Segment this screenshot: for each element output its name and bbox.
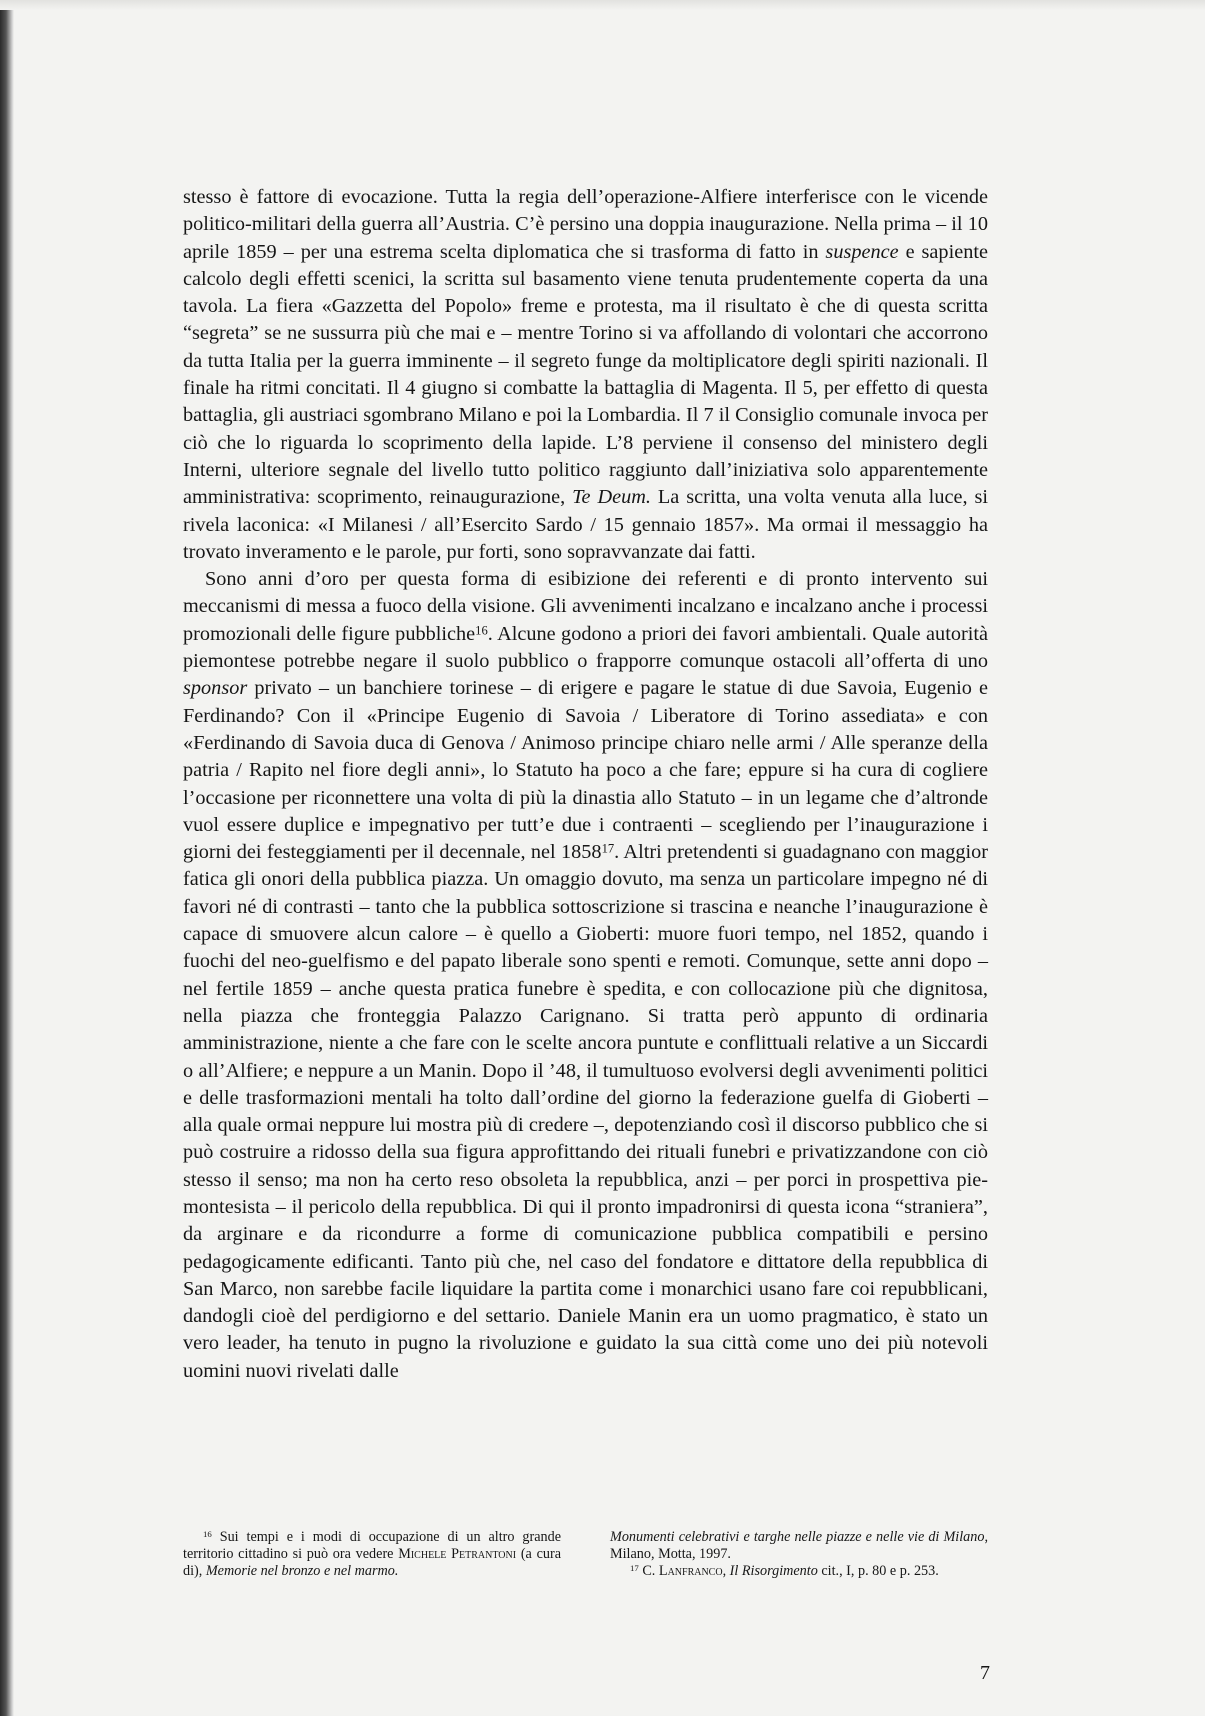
paragraph-2: Sono anni d’oro per questa forma di esibizione dei referenti e di pronto intervento sui meccanismi di messa a fuoco della visione. Gli avvenimenti incalzano e incalzano anche i processi promozionali delle figure pubbliche$^{16}$. Alcune godono a priori dei favori ambientali. Quale autorità piemontese potrebbe negare il suolo pubblico o frapporre comunque ostacoli all’offerta di uno sponsor privato – un banchiere torinese – di erigere e pagare le statue di due Savoia, Eugenio e Ferdinando? Con il «Principe Eugenio di Savoia / Liberatore di Torino assediata» e con «Ferdinando di Savoia duca di Genova / Animoso principe chiaro nelle armi / Alle speranze della patria / Rapito nel fiore degli anni», lo Statuto ha poco a che fare; eppure si ha cura di cogliere l’occasione per riconnettere una volta di più la dinastia allo Statuto – in un legame che d’altronde vuol essere duplice e impegnativo per tutt’e due i contraenti – scegliendo per l’inaugurazione i giorni dei festeggiamenti per il decennale, nel 1858$^{17}$. Altri pretendenti si guadagnano con maggior fatica gli onori della pubblica piazza. Un omaggio dovuto, ma senza un particolare impegno né di favori né di contrasti – tanto che la pubblica sottoscrizione si trascina e neanche l’inaugurazione è capace di smuovere alcun calore – è quello a Gioberti: muore fuori tempo, nel 1852, quando i fuochi del neo-guelfismo e del papato liberale sono spenti e remoti. Comunque, sette anni dopo – nel fertile 1859 – anche questa pratica funebre è spedita, e con collocazione più che dignitosa, nella piazza che fronteggia Palazzo Carignano. Si tratta però appunto di ordinaria amministrazione, niente a che fare con le scelte ancora puntute e conflittuali relative a un Siccardi o all’Alfiere; e neppure a un Manin. Dopo il ’48, il tumultuoso evolversi degli avvenimenti politici e delle trasformazioni mentali ha tolto dall’ordine del giorno la federazione guelfa di Gioberti – alla quale ormai neppure lui mostra più di credere –, depotenziando così il discorso pubblico che si può costruire a ridosso della sua figura approfittando dei rituali funebri e privatizzandone con ciò stesso il senso; ma non ha certo reso obsoleta la repubblica, anzi – per porci in prospettiva piemontesista – il pericolo della repubblica. Di qui il pronto impadronirsi di questa icona “straniera”, da arginare e da ricondurre a forme di comunicazione pubblica compatibili e persino pedagogicamente edificanti. Tanto più che, nel caso del fondatore e dittatore della repubblica di San Marco, non sarebbe facile liquidare la partita come i monarchici usano fare coi repubblicani, dandogli cioè del perdigiorno e del settario. Daniele Manin era un uomo pragmatico, è stato un vero leader, ha tenuto in pugno la rivoluzione e guidato la sua città come uno dei più notevoli uomini nuovi rivelati dalle [183,568,989,1382]
page-top-shadow [0,0,1205,10]
body-text [183,184,988,1385]
footnote-ref-17: 17 [601,841,615,856]
footnote-ref-16: 16 [475,623,488,638]
footnote-column-right [610,1529,988,1580]
footnotes [183,1529,988,1580]
paragraph-1: stesso è fattore di evocazione. Tutta la regia dell’operazione-Alfiere interferisce con le vicende politico-militari della guerra all’Austria. C’è persino una doppia inaugurazione. Nella prima – il 10 aprile 1859 – per una estrema scelta diplomatica che si trasforma di fatto in suspence e sapiente calcolo degli effetti scenici, la scritta sul basamento viene tenuta prudentemente coperta da una tavola. La fiera «Gazzetta del Popolo» freme e protesta, ma il risultato è che di questa scritta “segreta” se ne sussurra più che mai e – mentre Torino si va affollando di volontari che accorrono da tutta Italia per la guerra imminente – il segreto funge da moltiplicatore degli spiriti nazionali. Il finale ha ritmi concitati. Il 4 giugno si combatte la battaglia di Magenta. Il 5, per effetto di questa battaglia, gli austriaci sgombrano Milano e poi la Lombardia. Il 7 il Consiglio comunale invoca per ciò che lo riguarda lo scoprimento della lapide. L’8 perviene il consenso del ministero degli Interni, ulteriore segnale del livello tutto politico raggiunto dall’iniziativa solo apparentemente amministrativa: scoprimento, reinaugurazione, Te Deum. La scritta, una volta venuta alla luce, si rivela laconica: «I Milanesi / all’Esercito Sardo / 15 gennaio 1857». Ma ormai il messaggio ha trovato inveramento e le parole, pur forti, sono sopravvanzate dai fatti. [183,186,988,563]
footnote-16-continued: Monumenti celebrativi e targhe nelle piazze e nelle vie di Milano, Milano, Motta, 1997. [610,1529,988,1562]
footnote-17: $^{17}$ C. Lanfranco, Il Risorgimento cit., I, p. 80 e p. 253. [630,1563,939,1579]
page-number: 7 [980,1662,990,1684]
page-binding-edge [0,0,14,1716]
footnote-16: $^{16}$ Sui tempi e i modi di occupazione di un altro grande territorio cittadino si può ora vedere Michele Petrantoni (a cura di), Memorie nel bronzo e nel marmo. [183,1529,562,1579]
footnote-column-left [183,1529,561,1580]
